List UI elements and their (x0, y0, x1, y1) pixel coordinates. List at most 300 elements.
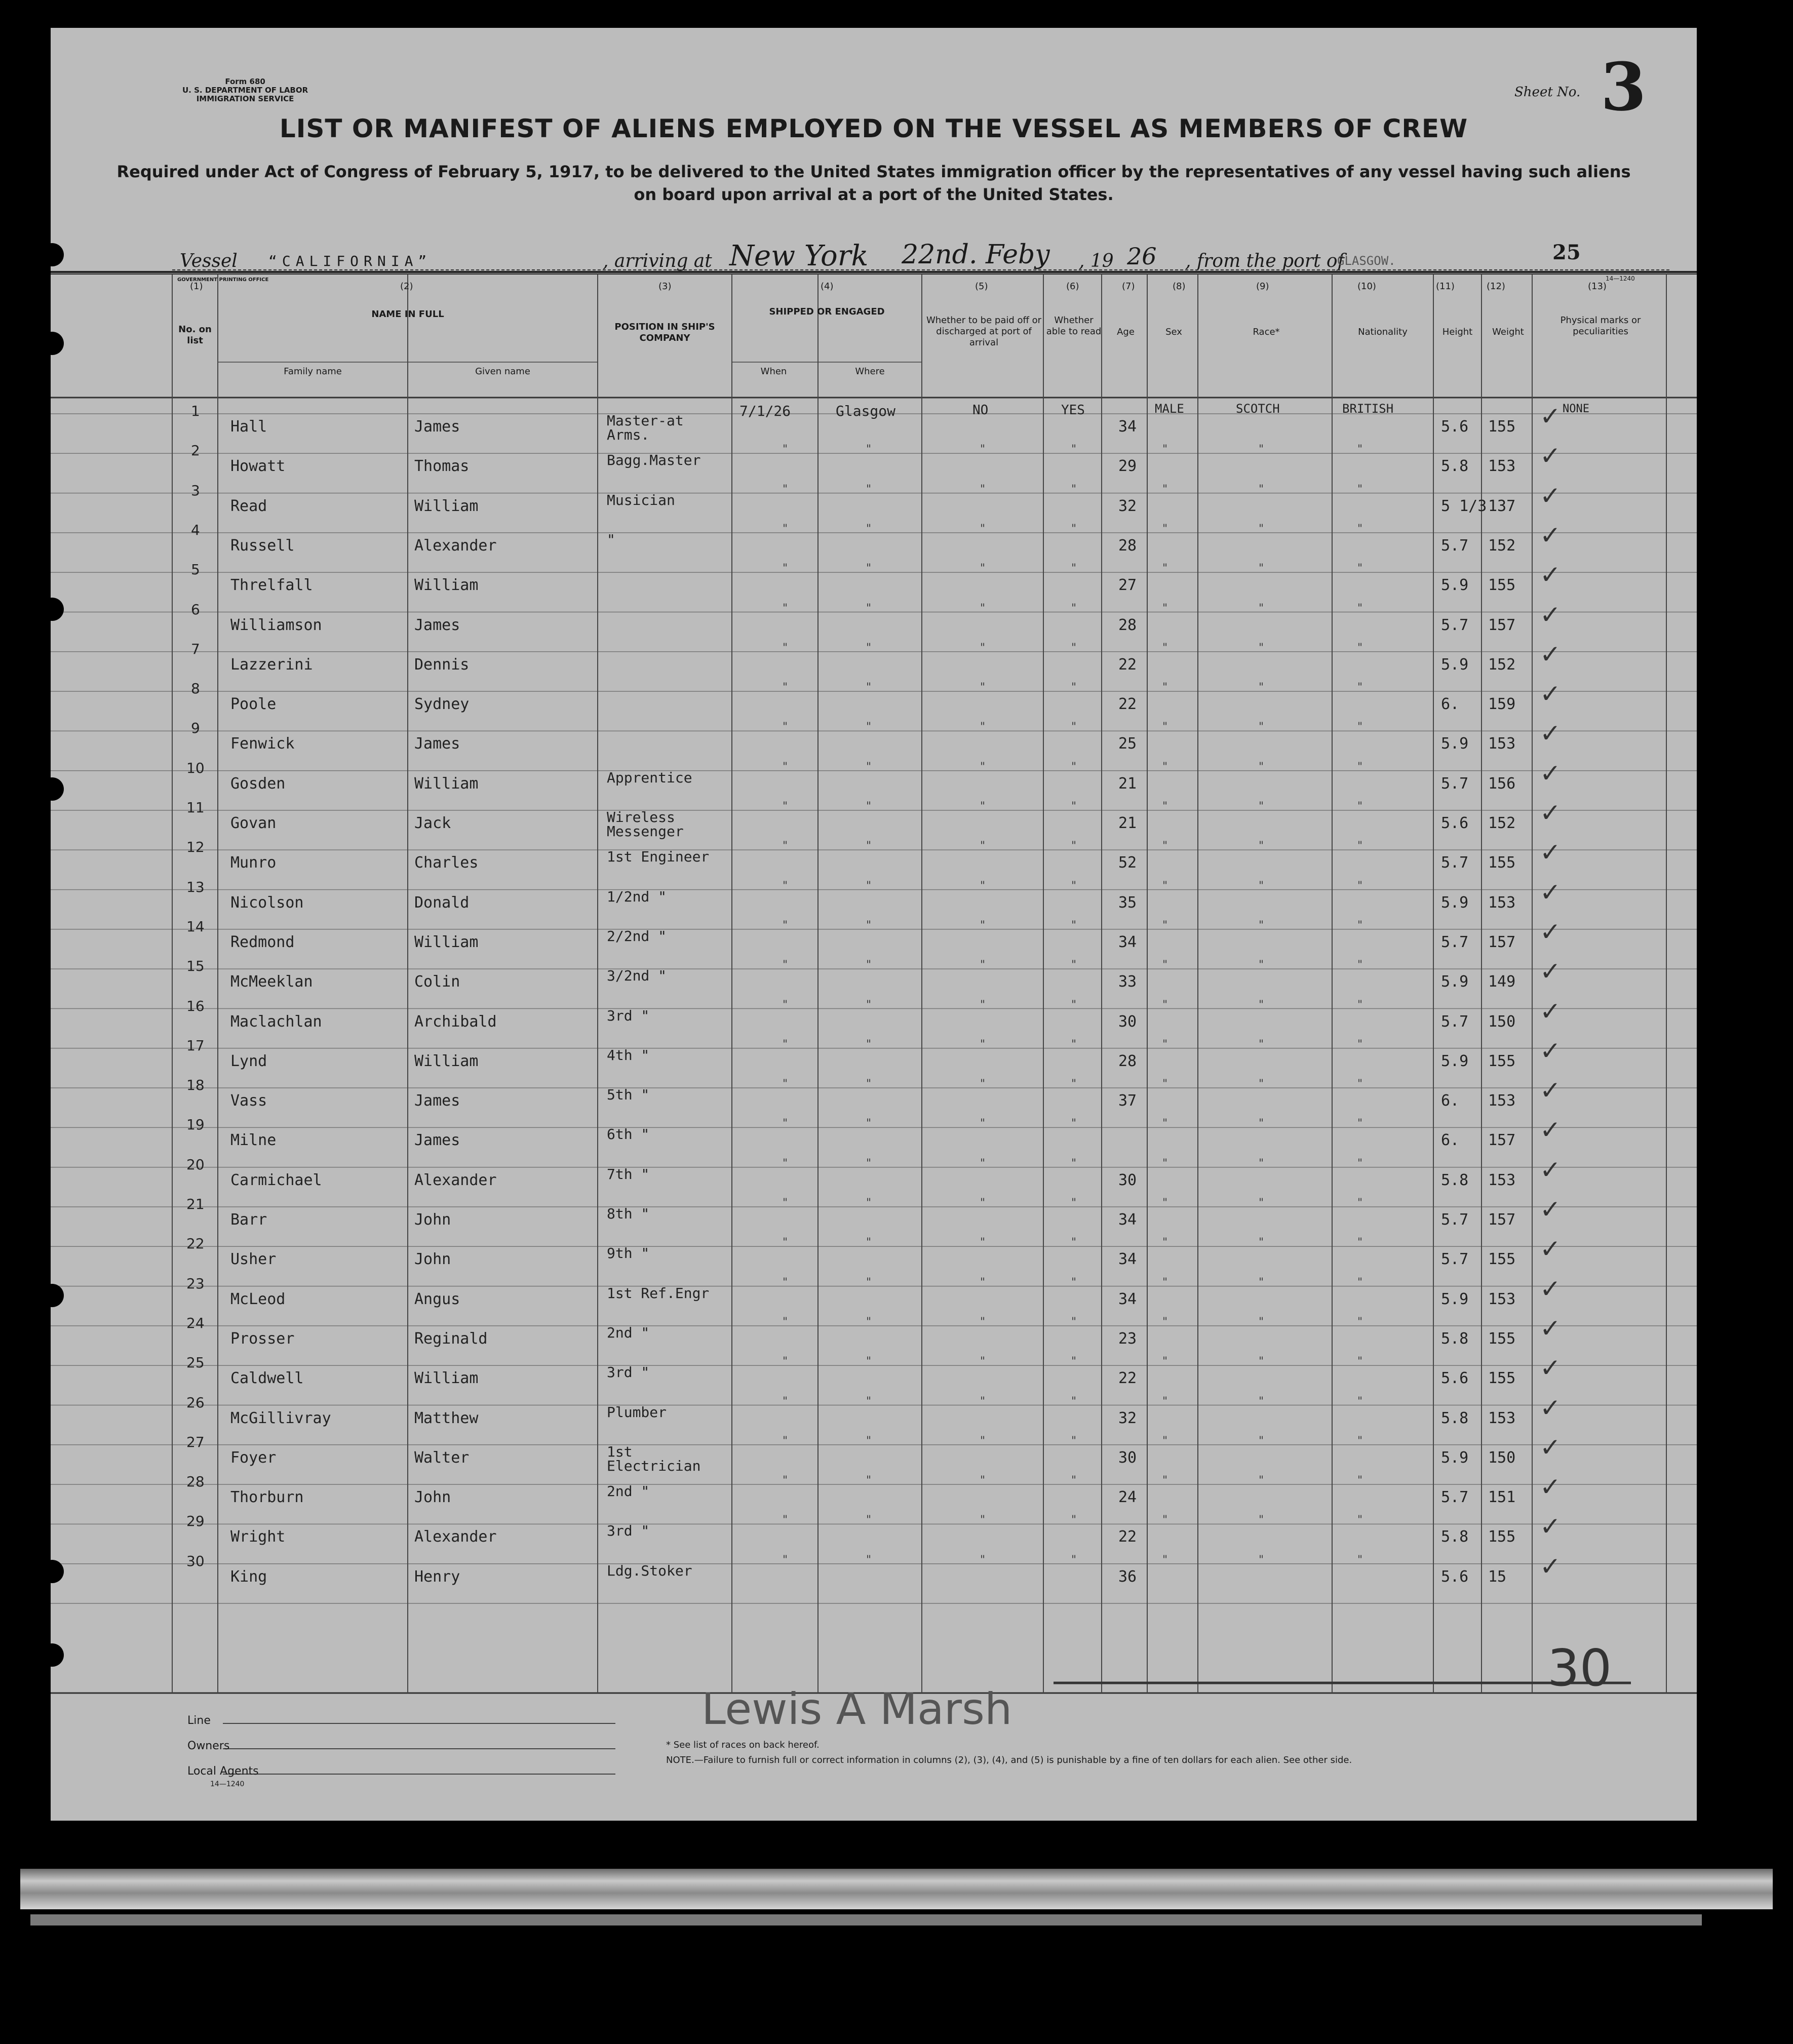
ditto-mark: " (1259, 998, 1264, 1011)
ditto-mark: " (1162, 800, 1168, 813)
position: 3rd " (607, 1364, 650, 1381)
ditto-mark: " (783, 1117, 788, 1130)
ditto-mark: " (783, 800, 788, 813)
family-name: McGillivray (230, 1409, 331, 1427)
ditto-mark: " (1259, 1395, 1264, 1408)
ditto-mark: " (1357, 879, 1363, 892)
ditto-mark: " (783, 443, 788, 456)
ditto-mark: " (1071, 800, 1077, 813)
ditto-mark: " (1357, 522, 1363, 535)
ditto-mark: " (1259, 879, 1264, 892)
height: 5 1/3 (1441, 497, 1487, 515)
ditto-mark: " (783, 760, 788, 773)
family-name: Thorburn (230, 1488, 304, 1507)
header-race: Race* (1253, 327, 1280, 337)
col-number-6: (6) (1066, 281, 1079, 292)
header-no-on-list: No. on list (178, 324, 212, 346)
ditto-mark: " (866, 1117, 872, 1130)
family-name: McLeod (230, 1290, 286, 1308)
weight: 153 (1488, 735, 1516, 753)
given-name: Charles (414, 854, 479, 872)
age: 34 (1118, 418, 1137, 436)
ditto-mark: " (1071, 562, 1077, 575)
ditto-mark: " (1162, 879, 1168, 892)
weight: 159 (1488, 695, 1516, 714)
height: 5.9 (1441, 1290, 1469, 1308)
row-number: 28 (186, 1473, 205, 1490)
header-weight: Weight (1492, 327, 1524, 337)
row-number: 1 (191, 403, 200, 419)
row-number: 15 (186, 958, 205, 975)
owners-label: Owners (187, 1740, 230, 1752)
table-row (51, 481, 1697, 538)
ditto-mark: " (783, 1514, 788, 1527)
ditto-mark: " (980, 721, 986, 734)
punch-hole (41, 598, 64, 621)
check-mark: ✓ (1540, 1313, 1561, 1343)
ditto-mark: " (783, 681, 788, 694)
ditto-mark: " (980, 1236, 986, 1249)
row-number: 12 (186, 839, 205, 856)
ditto-mark: " (1357, 1276, 1363, 1289)
row-number: 3 (191, 482, 200, 499)
manifest-sheet (51, 28, 1697, 1821)
position: 3rd " (607, 1522, 650, 1540)
check-mark: ✓ (1540, 560, 1561, 590)
nationality: BRITISH (1342, 402, 1394, 416)
header-shipped-engaged: SHIPPED OR ENGAGED (769, 306, 885, 317)
position: 2nd " (607, 1483, 650, 1500)
ditto-mark: " (1162, 1276, 1168, 1289)
weight: 153 (1488, 1171, 1516, 1189)
ditto-mark: " (783, 998, 788, 1011)
page-title: LIST OR MANIFEST OF ALIENS EMPLOYED ON THE VESSEL AS MEMBERS OF CREW (279, 114, 1468, 143)
ditto-mark: " (1259, 681, 1264, 694)
col-number-1: (1) (190, 281, 203, 292)
weight: 152 (1488, 536, 1516, 555)
family-name: Barr (230, 1211, 267, 1229)
ditto-mark: " (1071, 681, 1077, 694)
ditto-mark: " (1071, 1276, 1077, 1289)
ditto-mark: " (1259, 1553, 1264, 1566)
table-row (51, 679, 1697, 736)
ditto-mark: " (783, 1474, 788, 1487)
given-name: Walter (414, 1448, 470, 1467)
ditto-mark: " (1162, 919, 1168, 932)
family-name: Nicolson (230, 893, 304, 912)
sheet-label: Sheet No. (1514, 85, 1581, 100)
age: 35 (1118, 893, 1137, 912)
position: 1/2nd " (607, 888, 667, 905)
check-mark: ✓ (1540, 639, 1561, 669)
check-mark: ✓ (1540, 877, 1561, 907)
weight: 155 (1488, 854, 1516, 872)
ditto-mark: " (783, 522, 788, 535)
ditto-mark: " (1162, 760, 1168, 773)
ditto-mark: " (866, 483, 872, 496)
age: 28 (1118, 1052, 1137, 1070)
age: 22 (1118, 695, 1137, 714)
ditto-mark: " (866, 919, 872, 932)
row-number: 16 (186, 997, 205, 1014)
ditto-mark: " (866, 1276, 872, 1289)
age: 30 (1118, 1171, 1137, 1189)
height: 5.7 (1441, 774, 1469, 793)
age: 22 (1118, 655, 1137, 674)
ditto-mark: " (980, 602, 986, 615)
row-number: 19 (186, 1116, 205, 1133)
ditto-mark: " (980, 919, 986, 932)
age: 22 (1118, 1528, 1137, 1546)
subtitle-line-2: on board upon arrival at a port of the United States. (634, 185, 1114, 204)
ditto-mark: " (783, 1434, 788, 1447)
form-number: Form 680 (225, 77, 265, 86)
position: 2/2nd " (607, 927, 667, 945)
position: 1st Electrician (607, 1443, 701, 1474)
header-able-to-read: Whether able to read (1046, 315, 1102, 337)
ditto-mark: " (866, 840, 872, 853)
ditto-mark: " (980, 1157, 986, 1170)
ditto-mark: " (1357, 760, 1363, 773)
arriving-port: New York (729, 240, 869, 272)
ditto-mark: " (1259, 1197, 1264, 1209)
weight: 157 (1488, 616, 1516, 634)
ditto-mark: " (1071, 879, 1077, 892)
age: 24 (1118, 1488, 1137, 1507)
check-mark: ✓ (1540, 719, 1561, 749)
given-name: James (414, 1092, 460, 1110)
row-number: 8 (191, 680, 200, 697)
ditto-mark: " (1162, 1038, 1168, 1051)
ditto-mark: " (980, 879, 986, 892)
ditto-mark: " (1357, 602, 1363, 615)
col-number-5: (5) (975, 281, 988, 292)
check-mark: ✓ (1540, 1115, 1561, 1145)
row-number: 22 (186, 1235, 205, 1252)
table-row (51, 1274, 1697, 1331)
vessel-name: “CALIFORNIA” (268, 253, 432, 269)
agent-signature: Lewis A Marsh (701, 1684, 1012, 1735)
row-number: 26 (186, 1394, 205, 1411)
col-number-12: (12) (1487, 281, 1505, 292)
col-number-7: (7) (1122, 281, 1135, 292)
check-mark: ✓ (1540, 1036, 1561, 1066)
ditto-mark: " (1357, 1236, 1363, 1249)
check-mark: ✓ (1540, 1195, 1561, 1224)
ditto-mark: " (1162, 602, 1168, 615)
check-mark: ✓ (1540, 1274, 1561, 1304)
ditto-mark: " (1162, 681, 1168, 694)
position: Musician (607, 491, 675, 508)
service-name: IMMIGRATION SERVICE (196, 94, 294, 103)
check-mark: ✓ (1540, 996, 1561, 1026)
given-name: William (414, 933, 479, 951)
given-name: William (414, 774, 479, 793)
weight: 151 (1488, 1488, 1516, 1507)
age: 30 (1118, 1012, 1137, 1031)
ditto-mark: " (1071, 1038, 1077, 1051)
family-name: Gosden (230, 774, 286, 793)
ditto-mark: " (1357, 919, 1363, 932)
ditto-mark: " (866, 1355, 872, 1368)
arriving-label: , arriving at (603, 251, 712, 271)
weight: 153 (1488, 457, 1516, 476)
col-number-2: (2) (400, 281, 413, 292)
check-mark: ✓ (1540, 1512, 1561, 1542)
height: 5.7 (1441, 933, 1469, 951)
ditto-mark: " (1259, 483, 1264, 496)
position: Wireless Messenger (607, 809, 684, 840)
height: 5.8 (1441, 1409, 1469, 1427)
ditto-mark: " (783, 641, 788, 654)
ditto-mark: " (866, 1038, 872, 1051)
position: Ldg.Stoker (607, 1562, 692, 1579)
height: 5.7 (1441, 1488, 1469, 1507)
position: 2nd " (607, 1324, 650, 1341)
family-name: Govan (230, 814, 277, 832)
col-number-3: (3) (658, 281, 672, 292)
check-mark: ✓ (1540, 600, 1561, 630)
punch-hole (41, 332, 64, 355)
ditto-mark: " (980, 1355, 986, 1368)
ditto-mark: " (1162, 1078, 1168, 1091)
ditto-mark: " (1357, 1355, 1363, 1368)
given-name: Archibald (414, 1012, 497, 1031)
table-row (51, 520, 1697, 577)
weight: 156 (1488, 774, 1516, 793)
position: 1st Ref.Engr (607, 1284, 710, 1302)
weight: 155 (1488, 576, 1516, 595)
family-name: Vass (230, 1092, 267, 1110)
ditto-mark: " (980, 1434, 986, 1447)
position: 9th " (607, 1245, 650, 1262)
height: 5.7 (1441, 1250, 1469, 1269)
family-name: Poole (230, 695, 277, 714)
ditto-mark: " (1162, 1117, 1168, 1130)
family-name: McMeeklan (230, 973, 313, 991)
weight: 155 (1488, 1329, 1516, 1348)
check-mark: ✓ (1540, 1432, 1561, 1462)
height: 5.8 (1441, 457, 1469, 476)
given-name: John (414, 1250, 451, 1269)
scan-edge-strip (30, 1914, 1702, 1925)
ditto-mark: " (1259, 1078, 1264, 1091)
ditto-mark: " (1357, 840, 1363, 853)
ditto-mark: " (783, 562, 788, 575)
header-when: When (760, 366, 787, 377)
page-count-mark: 25 (1552, 241, 1581, 264)
check-mark: ✓ (1540, 402, 1561, 431)
given-name: James (414, 1131, 460, 1150)
age: 29 (1118, 457, 1137, 476)
arrival-date: 22nd. Feby (902, 240, 1050, 270)
table-row (51, 1472, 1697, 1529)
ditto-mark: " (1071, 1078, 1077, 1091)
ditto-mark: " (1357, 1315, 1363, 1328)
ditto-mark: " (1071, 522, 1077, 535)
height: 5.7 (1441, 536, 1469, 555)
height: 5.9 (1441, 655, 1469, 674)
table-row (51, 957, 1697, 1013)
ditto-mark: " (980, 1514, 986, 1527)
ditto-mark: " (866, 1315, 872, 1328)
ditto-mark: " (1162, 998, 1168, 1011)
check-mark: ✓ (1540, 798, 1561, 828)
row-number: 20 (186, 1156, 205, 1173)
weight: 152 (1488, 655, 1516, 674)
punch-hole (41, 243, 64, 266)
ditto-mark: " (980, 1117, 986, 1130)
ditto-mark: " (866, 760, 872, 773)
given-name: Alexander (414, 1528, 497, 1546)
family-name: Howatt (230, 457, 286, 476)
header-family-name: Family name (284, 366, 342, 377)
scan-edge-strip (20, 1869, 1773, 1909)
ditto-mark: " (1162, 562, 1168, 575)
check-mark: ✓ (1540, 1353, 1561, 1383)
ditto-mark: " (1162, 1315, 1168, 1328)
ditto-mark: " (1071, 1315, 1077, 1328)
ditto-mark: " (783, 1315, 788, 1328)
ditto-mark: " (1259, 1434, 1264, 1447)
col-number-4: (4) (821, 281, 834, 292)
ditto-mark: " (1162, 1157, 1168, 1170)
row-number: 18 (186, 1077, 205, 1094)
header-where: Where (855, 366, 885, 377)
ditto-mark: " (1357, 1078, 1363, 1091)
height: 5.7 (1441, 1211, 1469, 1229)
weight: 157 (1488, 933, 1516, 951)
ditto-mark: " (980, 1553, 986, 1566)
vessel-label: Vessel (180, 251, 238, 271)
ditto-mark: " (1357, 1474, 1363, 1487)
family-name: Threlfall (230, 576, 313, 595)
check-mark: ✓ (1540, 957, 1561, 987)
ditto-mark: " (783, 1236, 788, 1249)
ditto-mark: " (866, 800, 872, 813)
ditto-mark: " (980, 1078, 986, 1091)
given-name: William (414, 497, 479, 515)
ditto-mark: " (783, 1395, 788, 1408)
family-name: Usher (230, 1250, 277, 1269)
height: 6. (1441, 695, 1460, 714)
weight: 150 (1488, 1012, 1516, 1031)
ditto-mark: " (1071, 602, 1077, 615)
ditto-mark: " (1357, 1553, 1363, 1566)
table-row (51, 441, 1697, 498)
family-name: Prosser (230, 1329, 295, 1348)
height: 5.6 (1441, 814, 1469, 832)
ditto-mark: " (1071, 919, 1077, 932)
col-number-13: (13) (1588, 281, 1607, 292)
table-row (51, 1393, 1697, 1450)
col-number-11: (11) (1436, 281, 1455, 292)
ditto-mark: " (980, 1474, 986, 1487)
ditto-mark: " (783, 1157, 788, 1170)
ditto-mark: " (866, 721, 872, 734)
ditto-mark: " (866, 681, 872, 694)
ditto-mark: " (1071, 641, 1077, 654)
height: 5.7 (1441, 1012, 1469, 1031)
ditto-mark: " (980, 681, 986, 694)
table-row (51, 1234, 1697, 1291)
given-name: Angus (414, 1290, 460, 1308)
age: 28 (1118, 616, 1137, 634)
ditto-mark: " (783, 483, 788, 496)
ditto-mark: " (783, 1553, 788, 1566)
shipped-where: Glasgow (836, 403, 896, 419)
ditto-mark: " (1259, 1117, 1264, 1130)
age: 52 (1118, 854, 1137, 872)
table-row (51, 996, 1697, 1053)
ditto-mark: " (783, 602, 788, 615)
weight: 153 (1488, 1409, 1516, 1427)
row-number: 27 (186, 1433, 205, 1450)
height: 5.6 (1441, 418, 1469, 436)
weight: 149 (1488, 973, 1516, 991)
given-name: John (414, 1488, 451, 1507)
family-name: Carmichael (230, 1171, 322, 1189)
table-row (51, 719, 1697, 775)
check-mark: ✓ (1540, 758, 1561, 788)
age: 34 (1118, 1211, 1137, 1229)
ditto-mark: " (783, 1197, 788, 1209)
ditto-mark: " (1162, 1553, 1168, 1566)
position: 3rd " (607, 1007, 650, 1024)
table-row (51, 1432, 1697, 1489)
weight: 152 (1488, 814, 1516, 832)
position: Master-at Arms. (607, 412, 684, 443)
ditto-mark: " (1259, 1236, 1264, 1249)
row-number: 4 (191, 521, 200, 538)
height: 6. (1441, 1131, 1460, 1150)
weight: 157 (1488, 1131, 1516, 1150)
row-number: 5 (191, 561, 200, 578)
sheet-number: 3 (1601, 48, 1647, 126)
ditto-mark: " (1071, 998, 1077, 1011)
ditto-mark: " (1162, 522, 1168, 535)
ditto-mark: " (1071, 1474, 1077, 1487)
given-name: James (414, 418, 460, 436)
given-name: Alexander (414, 536, 497, 555)
ditto-mark: " (1259, 641, 1264, 654)
ditto-mark: " (1357, 1434, 1363, 1447)
height: 5.7 (1441, 854, 1469, 872)
position: Bagg.Master (607, 452, 701, 469)
age: 23 (1118, 1329, 1137, 1348)
table-row (51, 917, 1697, 974)
ditto-mark: " (1357, 800, 1363, 813)
ditto-mark: " (866, 959, 872, 972)
table-row (51, 1353, 1697, 1410)
given-name: William (414, 576, 479, 595)
weight: 157 (1488, 1211, 1516, 1229)
ditto-mark: " (866, 1474, 872, 1487)
table-row (51, 798, 1697, 855)
ditto-mark: " (1071, 1355, 1077, 1368)
ditto-mark: " (1071, 1395, 1077, 1408)
ditto-mark: " (1259, 562, 1264, 575)
given-name: Jack (414, 814, 451, 832)
given-name: Donald (414, 893, 470, 912)
ditto-mark: " (1357, 1038, 1363, 1051)
sex: MALE (1155, 402, 1184, 416)
table-row (51, 600, 1697, 657)
height: 5.7 (1441, 616, 1469, 634)
local-agents-label: Local Agents (187, 1765, 259, 1778)
height: 5.9 (1441, 735, 1469, 753)
ditto-mark: " (866, 641, 872, 654)
